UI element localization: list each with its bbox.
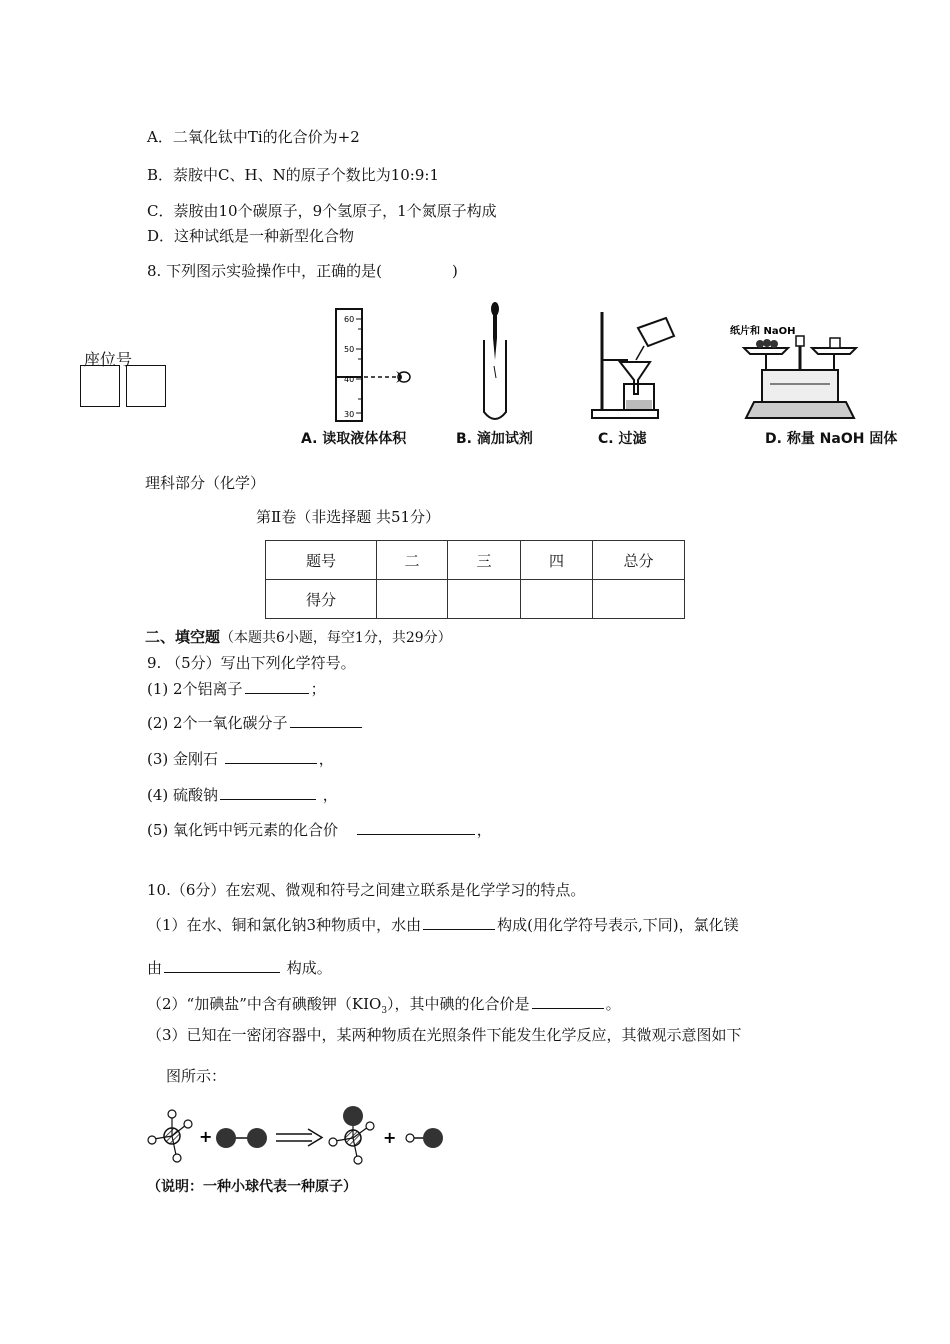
q9-blank-5[interactable] <box>357 820 475 835</box>
q10-blank-iodine[interactable] <box>532 994 604 1009</box>
q9-item-5 <box>147 819 492 840</box>
q9-blank-2[interactable] <box>290 713 362 728</box>
figure-d-caption: D. 称量 NaOH 固体 <box>765 431 898 447</box>
header-cell-number: 题号 <box>266 541 377 580</box>
header-cell-total: 总分 <box>593 541 685 580</box>
q10-blank-water[interactable] <box>423 915 495 930</box>
q10-part-3-line-1: （3）已知在一密闭容器中，某两种物质在光照条件下能发生化学反应，其微观示意图如下 <box>147 1026 742 1044</box>
question-10-title: 10.（6分）在宏观、微观和符号之间建立联系是化学学习的特点。 <box>147 881 586 899</box>
score-cell-4[interactable] <box>521 580 593 619</box>
score-table <box>265 540 685 619</box>
fill-heading-note: （本题共6小题，每空1分，共29分） <box>220 630 452 646</box>
q9-item-1-suffix: ； <box>310 680 326 698</box>
figure-a-caption: A. 读取液体体积 <box>301 431 407 447</box>
option-a: A．二氧化钛中Ti的化合价为+2 <box>147 128 360 146</box>
header-cell-4: 四 <box>521 541 593 580</box>
svg-text:+: + <box>199 1127 213 1146</box>
q9-item-5-text: (5) 氧化钙中钙元素的化合价 <box>147 821 343 839</box>
q10-blank-mgcl2[interactable] <box>164 958 280 973</box>
q9-item-3 <box>147 748 334 769</box>
svg-text:+: + <box>383 1128 397 1147</box>
q9-item-1 <box>147 678 326 699</box>
fill-heading: 二、填空题 <box>145 628 221 646</box>
seat-number-label: 座位号 <box>84 350 133 369</box>
tick-60: 60 <box>344 315 355 324</box>
q9-item-5-suffix: ， <box>476 821 492 839</box>
q9-blank-1[interactable] <box>245 679 309 694</box>
option-b: B．萘胺中C、H、N的原子个数比为10:9:1 <box>147 166 439 184</box>
q10-part-3-line-2: 图所示： <box>166 1067 227 1085</box>
figure-b-dropper <box>475 300 515 426</box>
q9-item-2-text: (2) 2个一氧化碳分子 <box>147 714 288 732</box>
q10-p2-text-c: 。 <box>605 995 621 1013</box>
tick-30: 30 <box>344 410 355 419</box>
score-cell-3[interactable] <box>448 580 521 619</box>
figure-b-caption: B. 滴加试剂 <box>456 431 533 447</box>
question-8-close: ) <box>451 262 458 280</box>
figure-a-cylinder <box>320 305 430 425</box>
q9-item-2 <box>147 712 364 733</box>
q10-p2-subscript: 3 <box>381 1006 388 1016</box>
q10-part-1-line-2 <box>147 957 332 978</box>
option-c: C．萘胺由10个碳原子，9个氢原子，1个氮原子构成 <box>147 202 497 220</box>
question-8 <box>147 260 458 281</box>
q9-blank-3[interactable] <box>225 749 317 764</box>
q9-item-4 <box>147 784 338 805</box>
part-title: 理科部分（化学） <box>145 474 266 492</box>
q9-item-3-text: (3) 金刚石 <box>147 750 223 768</box>
q9-item-4-suffix: ， <box>318 786 338 804</box>
q9-blank-4[interactable] <box>220 785 316 800</box>
q10-p1-text-c: 由 <box>147 959 163 977</box>
q9-item-3-suffix: ， <box>318 750 334 768</box>
q10-p1-text-a: （1）在水、铜和氯化钠3种物质中，水由 <box>147 916 422 934</box>
reaction-diagram <box>142 1103 452 1171</box>
question-9-title: 9. （5分）写出下列化学符号。 <box>147 654 356 672</box>
q10-p2-text-b: ），其中碘的化合价是 <box>387 995 530 1013</box>
header-cell-3: 三 <box>448 541 521 580</box>
figure-d-balance <box>730 322 870 422</box>
tick-40: 40 <box>344 375 355 384</box>
q9-item-4-text: (4) 硫酸钠 <box>147 786 219 804</box>
score-table-score-row <box>266 580 685 619</box>
score-row-label: 得分 <box>266 580 377 619</box>
figure-d-paper-label: 纸片和 NaOH <box>730 326 796 337</box>
volume-title: 第Ⅱ卷（非选择题 共51分） <box>256 508 441 526</box>
q10-part-1-line-1 <box>147 914 739 935</box>
score-cell-2[interactable] <box>377 580 448 619</box>
fill-section-heading <box>145 626 452 647</box>
figure-c-filtration <box>588 300 680 426</box>
q10-p2-text-a: （2）“加碘盐”中含有碘酸钾（KIO <box>147 995 382 1013</box>
q10-p1-text-d: 构成。 <box>282 959 332 977</box>
option-d: D．这种试纸是一种新型化合物 <box>147 227 355 245</box>
q10-p1-text-b: 构成(用化学符号表示,下同)，氯化镁 <box>497 916 739 934</box>
q10-part-2 <box>147 993 621 1016</box>
header-cell-2: 二 <box>377 541 448 580</box>
q9-item-1-text: (1) 2个铝离子 <box>147 680 243 698</box>
seat-box-1[interactable] <box>80 365 120 407</box>
seat-box-2[interactable] <box>126 365 166 407</box>
score-table-header-row <box>266 541 685 580</box>
score-cell-total[interactable] <box>593 580 685 619</box>
reaction-note: （说明：一种小球代表一种原子） <box>147 1179 357 1195</box>
tick-50: 50 <box>344 345 355 354</box>
figure-c-caption: C. 过滤 <box>598 431 647 447</box>
question-8-text: 8. 下列图示实验操作中，正确的是( <box>147 262 382 280</box>
